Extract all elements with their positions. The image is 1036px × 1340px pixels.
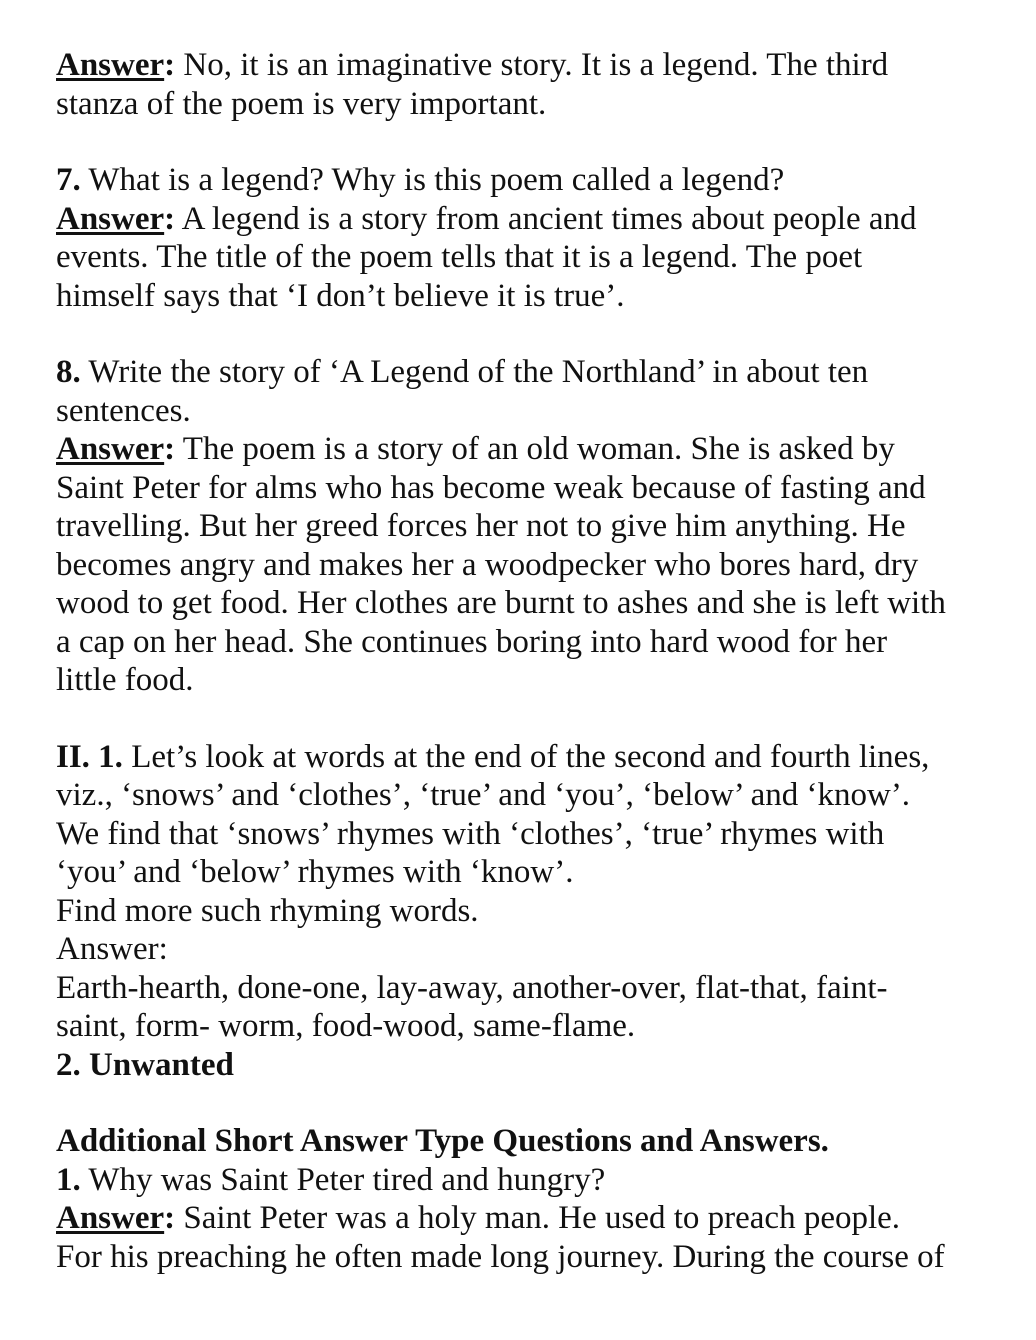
answer-colon: : [164,47,176,83]
text-line: himself says that ‘I don’t believe it is true’. [56,277,625,314]
text-line: a cap on her head. She continues boring into hard wood for her [56,623,888,660]
text-line: becomes angry and makes her a woodpecker who bores hard, dry [56,546,919,583]
additional-questions-block [56,1122,1006,1276]
answer-text: Saint Peter was a holy man. He used to preach people. [175,1200,901,1236]
question-line [56,353,1006,392]
text-line: Saint Peter for alms who has become weak because of fasting and [56,469,926,506]
question-line [56,161,1006,200]
question-text: What is a legend? Why is this poem called a legend? [80,162,785,198]
sub-heading: 2. Unwanted [56,1046,234,1083]
text-line: Earth-hearth, done-one, lay-away, another-over, flat-that, faint- [56,969,888,1006]
answer-label: Answer [56,431,165,467]
answer-text: A legend is a story from ancient times about people and [175,200,917,237]
text-line: travelling. But her greed forces her not to give him anything. He [56,508,906,544]
question-number: 8. [56,354,81,390]
question-number: 1. [56,1161,81,1198]
text-line [56,738,1006,777]
section-number: II. 1. [56,738,123,775]
question-text: Why was Saint Peter tired and hungry? [80,1161,606,1198]
section-heading: Additional Short Answer Type Questions and Answers. [56,1123,829,1159]
answer-block-6 [56,46,1006,123]
text-line [56,200,1006,239]
text-line [56,1199,1006,1238]
answer-label: Answer [56,47,165,83]
text-line: Answer: [56,931,168,967]
text-line: events. The title of the poem tells that it is a legend. The poet [56,239,863,275]
answer-colon: : [164,431,176,467]
text-line: Find more such rhyming words. [56,892,479,929]
text-line: For his preaching he often made long journey. During the course of [56,1238,945,1275]
text-line: saint, form- worm, food-wood, same-flame. [56,1008,636,1044]
question-text: Write the story of ‘A Legend of the Northland’ in about ten [80,354,869,390]
question-block-8 [56,353,1006,700]
text-line: viz., ‘snows’ and ‘clothes’, ‘true’ and ‘you’, ‘below’ and ‘know’. [56,777,911,813]
answer-label: Answer [56,200,165,237]
answer-text: No, it is an imaginative story. It is a legend. The third [175,47,889,83]
section-two-block [56,738,1006,1085]
text-line [56,46,1006,85]
text-line: We find that ‘snows’ rhymes with ‘clothes’, ‘true’ rhymes with [56,815,885,852]
text-line: ‘you’ and ‘below’ rhymes with ‘know’. [56,854,574,890]
text-line [56,430,1006,469]
answer-label: Answer [56,1200,165,1236]
answer-colon: : [164,200,176,237]
answer-text: The poem is a story of an old woman. She is asked by [175,431,895,467]
question-line: sentences. [56,392,191,429]
text-line: wood to get food. Her clothes are burnt to ashes and she is left with [56,585,946,621]
question-line [56,1161,1006,1200]
question-number: 7. [56,162,81,198]
question-block-7 [56,161,1006,315]
text-line: stanza of the poem is very important. [56,85,547,122]
section-text: Let’s look at words at the end of the second and fourth lines, [122,738,930,775]
document-page [56,46,1006,1276]
text-line: little food. [56,662,194,698]
answer-colon: : [164,1200,176,1236]
